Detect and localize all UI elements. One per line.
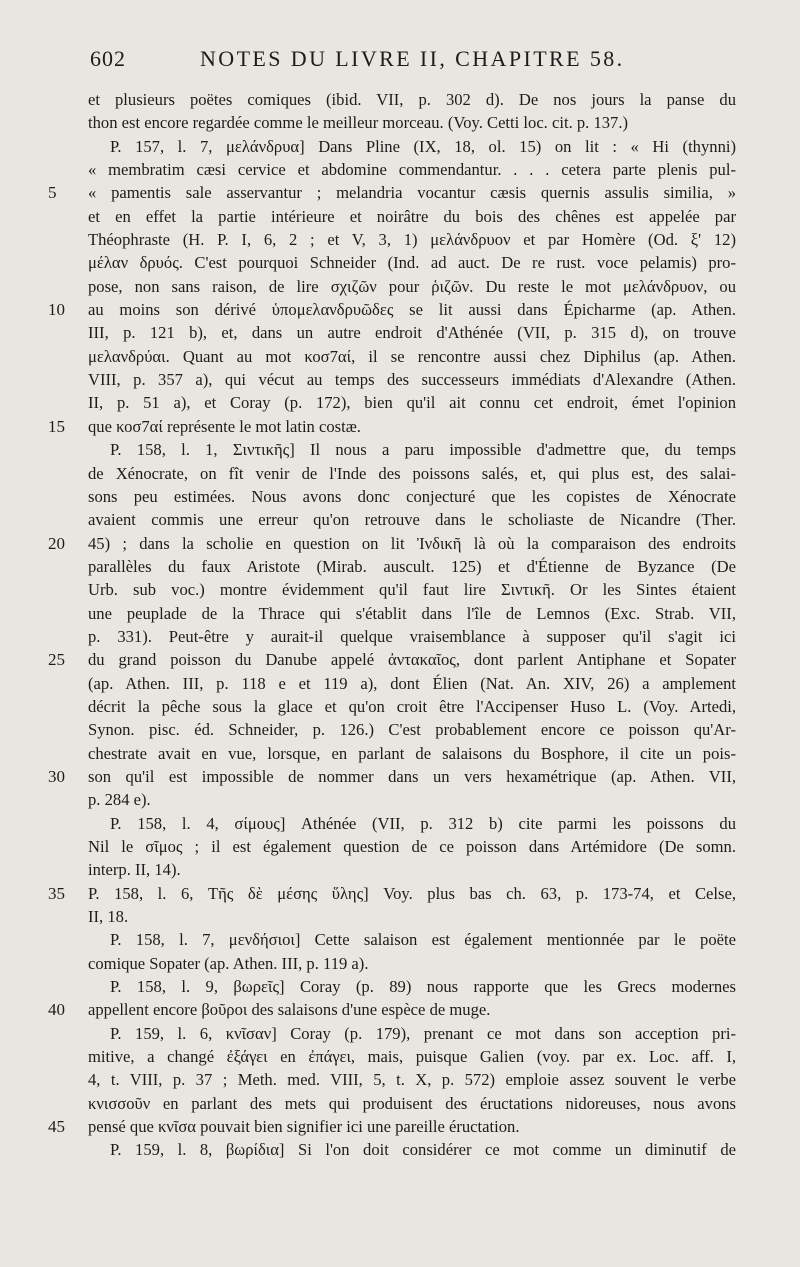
text-line: [88, 1045, 736, 1068]
line-text: parallèles du faux Aristote (Mirab. auscult. 125) et d'Étienne de Byzance (De: [88, 556, 736, 576]
text-line: [88, 321, 736, 344]
text-line: [88, 928, 736, 951]
line-text: avaient commis une erreur qu'on retrouve dans le scholiaste de Nicandre (Ther.: [88, 510, 736, 530]
text-line: [88, 228, 736, 251]
text-line: [88, 742, 736, 765]
text-line: [88, 695, 736, 718]
line-text: du grand poisson du Danube appelé ἀντακαῖος, dont parlent Antiphane et Sopater: [88, 650, 736, 670]
line-text: VIII, p. 357 a), qui vécut au temps des successeurs immédiats d'Alexandre (Athen.: [88, 370, 736, 390]
text-line: [48, 415, 736, 438]
line-number: 20: [48, 533, 65, 553]
text-line: [88, 275, 736, 298]
line-text: p. 331). Peut-être y aurait-il quelque vraisemblance à supposer qu'il s'agit ici: [88, 626, 736, 646]
line-text: κνισσοῦν en parlant des mets qui produisent des éructations nidoreuses, nous avons: [88, 1093, 736, 1113]
line-text: P. 157, l. 7, μελάνδρυα] Dans Pline (IX, 18, ol. 15) on lit : « Hi (thynni): [110, 136, 736, 156]
page-number: 602: [90, 46, 126, 71]
line-number: 40: [48, 1000, 65, 1020]
line-text: μέλαν δρυός. C'est pourquoi Schneider (Ind. ad auct. De re rust. voce pelamis) pro-: [88, 253, 736, 273]
line-text: 4, t. VIII, p. 37 ; Meth. med. VIII, 5, t. X, p. 572) emploie assez souvent le verbe: [88, 1070, 736, 1090]
text-line: [88, 952, 736, 975]
line-text: (ap. Athen. III, p. 118 e et 119 a), dont Élien (Nat. An. XIV, 26) a amplement: [88, 673, 736, 693]
line-text: II, p. 51 a), et Coray (p. 172), bien qu'il ait connu cet endroit, émet l'opinion: [88, 393, 736, 413]
line-text: chestrate avait en vue, lorsque, en parlant de salaisons du Bosphore, il cite un pois-: [88, 743, 736, 763]
line-text: comique Sopater (ap. Athen. III, p. 119 a).: [88, 953, 369, 973]
line-text: mitive, a changé ἐξάγει en ἐπάγει, mais, puisque Galien (voy. par ex. Loc. aff. I,: [88, 1047, 736, 1067]
notes-body: [48, 88, 736, 1162]
line-text: sons peu estimées. Nous avons donc conjecturé que les copistes de Xénocrate: [88, 486, 736, 506]
text-line: [88, 835, 736, 858]
text-line: [48, 882, 736, 905]
text-line: [88, 672, 736, 695]
text-line: [88, 858, 736, 881]
line-text: P. 158, l. 4, σίμους] Athénée (VII, p. 312 b) cite parmi les poissons du: [110, 813, 736, 833]
running-head: NOTES DU LIVRE II, CHAPITRE 58.: [200, 46, 625, 71]
line-text: II, 18.: [88, 907, 129, 927]
line-text: P. 158, l. 7, μενδήσιοι] Cette salaison est également mentionnée par le poëte: [110, 930, 736, 950]
line-text: p. 284 e).: [88, 790, 151, 810]
line-text: interp. II, 14).: [88, 860, 181, 880]
text-line: [88, 788, 736, 811]
line-text: Urb. sub voc.) montre évidemment qu'il faut lire Σιντικῆ. Or les Sintes étaient: [88, 580, 736, 600]
text-line: [88, 111, 736, 134]
text-line: [88, 905, 736, 928]
text-line: [88, 578, 736, 601]
line-text: décrit la pêche sous la glace et qu'on croit être l'Accipenser Huso L. (Voy. Artedi,: [88, 696, 736, 716]
line-text: que κοσ7αί représente le mot latin costæ.: [88, 416, 361, 436]
line-number: 45: [48, 1117, 65, 1137]
line-text: pose, non sans raison, de lire σχιζῶν pour ῥιζῶν. Du reste le mot μελάνδρυον, ou: [88, 276, 736, 296]
text-line: [88, 251, 736, 274]
page-header: [88, 44, 736, 78]
line-text: pensé que κνῖσα pouvait bien signifier ici une pareille éructation.: [88, 1117, 520, 1137]
text-line: [48, 532, 736, 555]
text-line: [88, 975, 736, 998]
text-line: [88, 205, 736, 228]
line-text: « membratim cæsi cervice et abdomine commendantur. . . . cetera parte plenis pul-: [88, 160, 736, 180]
text-line: [88, 508, 736, 531]
line-text: une peuplade de la Thrace qui s'établit dans l'île de Lemnos (Exc. Strab. VII,: [88, 603, 736, 623]
line-text: « pamentis sale asservantur ; melandria vocantur cæsis quernis assulis similia, »: [88, 183, 736, 203]
text-line: [88, 368, 736, 391]
text-line: [48, 998, 736, 1021]
line-text: P. 159, l. 6, κνῖσαν] Coray (p. 179), prenant ce mot dans son acception pri-: [110, 1023, 736, 1043]
line-text: son qu'il est impossible de nommer dans un vers hexamétrique (ap. Athen. VII,: [88, 766, 736, 786]
text-line: [88, 1068, 736, 1091]
text-line: [88, 718, 736, 741]
line-text: P. 158, l. 1, Σιντικῆς] Il nous a paru impossible d'admettre que, du temps: [110, 440, 736, 460]
text-line: [88, 1092, 736, 1115]
text-line: [88, 602, 736, 625]
text-line: [88, 345, 736, 368]
text-line: [88, 135, 736, 158]
text-line: [88, 438, 736, 461]
line-text: P. 159, l. 8, βωρίδια] Si l'on doit considérer ce mot comme un diminutif de: [110, 1140, 736, 1160]
line-text: et plusieurs poëtes comiques (ibid. VII, p. 302 d). De nos jours la panse du: [88, 90, 736, 109]
text-line: [48, 1115, 736, 1138]
text-line: [88, 462, 736, 485]
line-number: 15: [48, 416, 65, 436]
text-line: [48, 765, 736, 788]
text-line: [88, 88, 736, 111]
line-number: 10: [48, 300, 65, 320]
line-text: Synon. pisc. éd. Schneider, p. 126.) C'est probablement encore ce poisson qu'Ar-: [88, 720, 736, 740]
text-line: [48, 298, 736, 321]
text-line: [88, 1138, 736, 1161]
line-text: et en effet la partie intérieure et noirâtre du bois des chênes est appelée par: [88, 206, 736, 226]
text-line: [88, 1022, 736, 1045]
line-text: Théophraste (H. P. I, 6, 2 ; et V, 3, 1) μελάνδρυον et par Homère (Od. ξ' 12): [88, 230, 736, 250]
text-line: [88, 485, 736, 508]
line-text: Nil le σῖμος ; il est également question de ce poisson dans Artémidore (De somn.: [88, 837, 736, 856]
text-line: [88, 625, 736, 648]
line-text: thon est encore regardée comme le meilleur morceau. (Voy. Cetti loc. cit. p. 137.): [88, 113, 629, 133]
line-text: μελανδρύαι. Quant au mot κοσ7αί, il se rencontre aussi chez Diphilus (ap. Athen.: [88, 346, 736, 366]
line-text: III, p. 121 b), et, dans un autre endroit d'Athénée (VII, p. 315 d), on trouve: [88, 323, 736, 343]
line-number: 30: [48, 766, 65, 786]
line-text: appellent encore βοῦροι des salaisons d'une espèce de muge.: [88, 1000, 491, 1020]
text-line: [88, 158, 736, 181]
line-text: de Xénocrate, on fît venir de l'Inde des poissons salés, et, qui plus est, des salai-: [88, 463, 736, 483]
line-number: 5: [48, 183, 57, 203]
line-text: P. 158, l. 9, βωρεῖς] Coray (p. 89) nous rapporte que les Grecs modernes: [110, 977, 736, 997]
line-text: 45) ; dans la scholie en question on lit Ἰνδικῆ là où la comparaison des endroits: [88, 533, 736, 553]
line-number: 25: [48, 650, 65, 670]
text-line: [48, 648, 736, 671]
text-line: [88, 812, 736, 835]
line-number: 35: [48, 883, 65, 903]
text-line: [88, 555, 736, 578]
line-text: au moins son dérivé ὑπομελανδρυῶδες se lit aussi dans Épicharme (ap. Athen.: [88, 300, 736, 320]
text-line: [88, 391, 736, 414]
text-line: [48, 181, 736, 204]
line-text: P. 158, l. 6, Τῆς δὲ μέσης ὕλης] Voy. plus bas ch. 63, p. 173-74, et Celse,: [88, 883, 736, 903]
